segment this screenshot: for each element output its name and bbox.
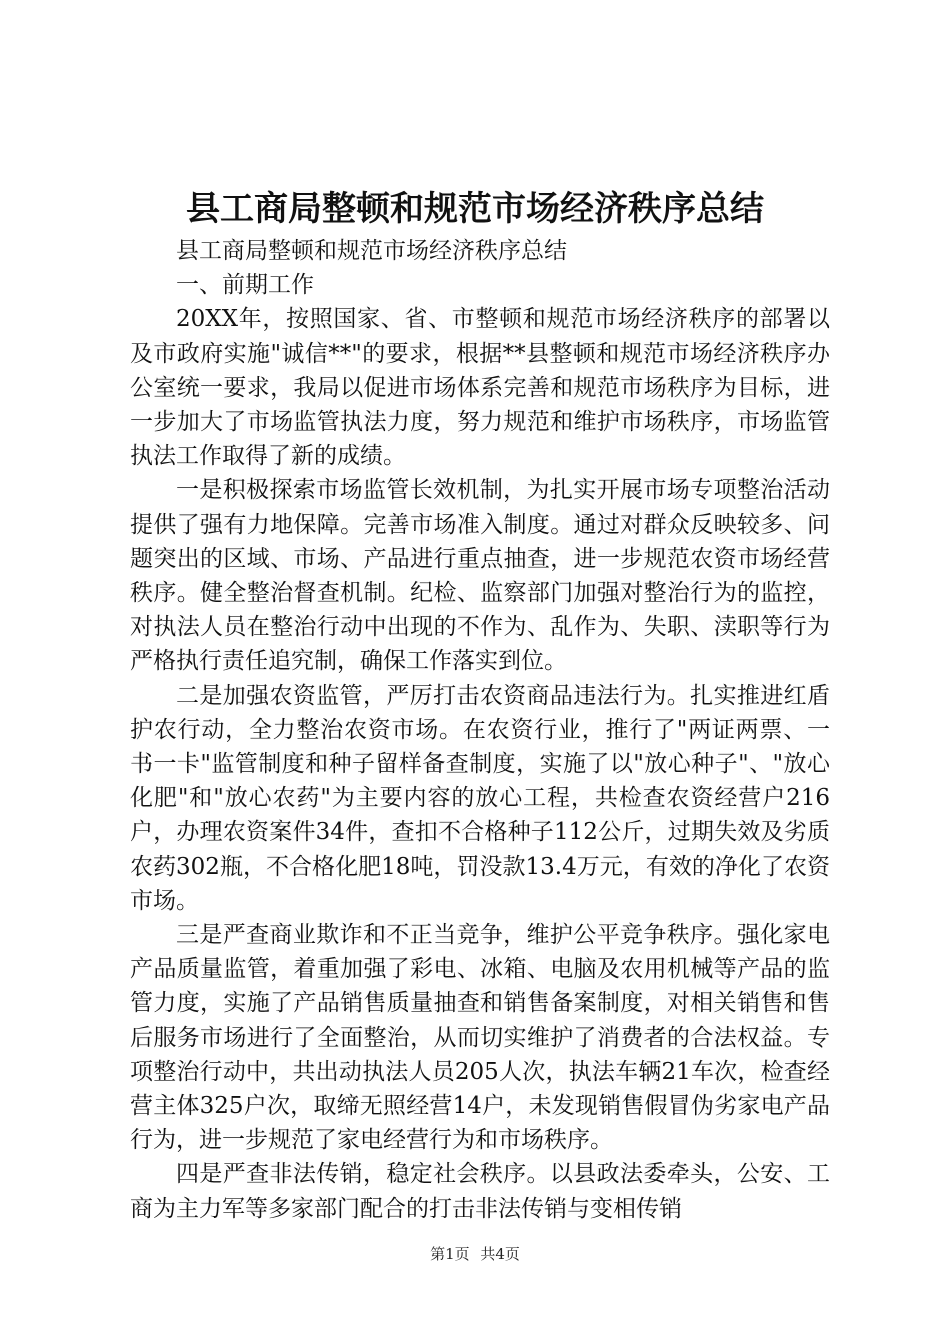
page-total: 共4页 bbox=[480, 1245, 520, 1263]
paragraph-intro: 20XX年，按照国家、省、市整顿和规范市场经济秩序的部署以及市政府实施"诚信**"的要求，根据**县整顿和规范市场经济秩序办公室统一要求，我局以促进市场体系完善和规范市场秩序为目标，进一步加大了市场监管执法力度，努力规范和维护市场秩序，市场监管执法工作取得了新的成绩。 bbox=[130, 306, 830, 470]
paragraph-point-two: 二是加强农资监管，严厉打击农资商品违法行为。扎实推进红盾护农行动，全力整治农资市场。在农资行业，推行了"两证两票、一书一卡"监管制度和种子留样备查制度，实施了以"放心种子"、"放心化肥"和"放心农药"为主要内容的放心工程，共检查农资经营户216户，办理农资案件34件，查扣不合格种子112公斤，过期失效及劣质农药302瓶，不合格化肥18吨，罚没款13.4万元，有效的净化了农资市场。 bbox=[130, 682, 830, 914]
document-title: 县工商局整顿和规范市场经济秩序总结 bbox=[186, 189, 764, 229]
page-number: 第1页 bbox=[430, 1245, 470, 1263]
page-footer bbox=[0, 1242, 950, 1266]
paragraph-point-three: 三是严查商业欺诈和不正当竞争，维护公平竞争秩序。强化家电产品质量监管，着重加强了彩电、冰箱、电脑及农用机械等产品的监管力度，实施了产品销售质量抽查和销售备案制度，对相关销售和售后服务市场进行了全面整治，从而切实维护了消费者的合法权益。专项整治行动中，共出动执法人员205人次，执法车辆21车次，检查经营主体325户次，取缔无照经营14户，未发现销售假冒伪劣家电产品行为，进一步规范了家电经营行为和市场秩序。 bbox=[130, 922, 830, 1154]
paragraph-point-four: 四是严查非法传销，稳定社会秩序。以县政法委牵头，公安、工商为主力军等多家部门配合的打击非法传销与变相传销 bbox=[130, 1161, 830, 1222]
document-body bbox=[130, 234, 830, 1226]
paragraph-section-heading: 一、前期工作 bbox=[176, 272, 314, 299]
paragraph-point-one: 一是积极探索市场监管长效机制，为扎实开展市场专项整治活动提供了强有力地保障。完善市场准入制度。通过对群众反映较多、问题突出的区域、市场、产品进行重点抽查，进一步规范农资市场经营秩序。健全整治督查机制。纪检、监察部门加强对整治行为的监控，对执法人员在整治行动中出现的不作为、乱作为、失职、渎职等行为严格执行责任追究制，确保工作落实到位。 bbox=[130, 477, 830, 675]
paragraph-subtitle: 县工商局整顿和规范市场经济秩序总结 bbox=[176, 238, 567, 264]
